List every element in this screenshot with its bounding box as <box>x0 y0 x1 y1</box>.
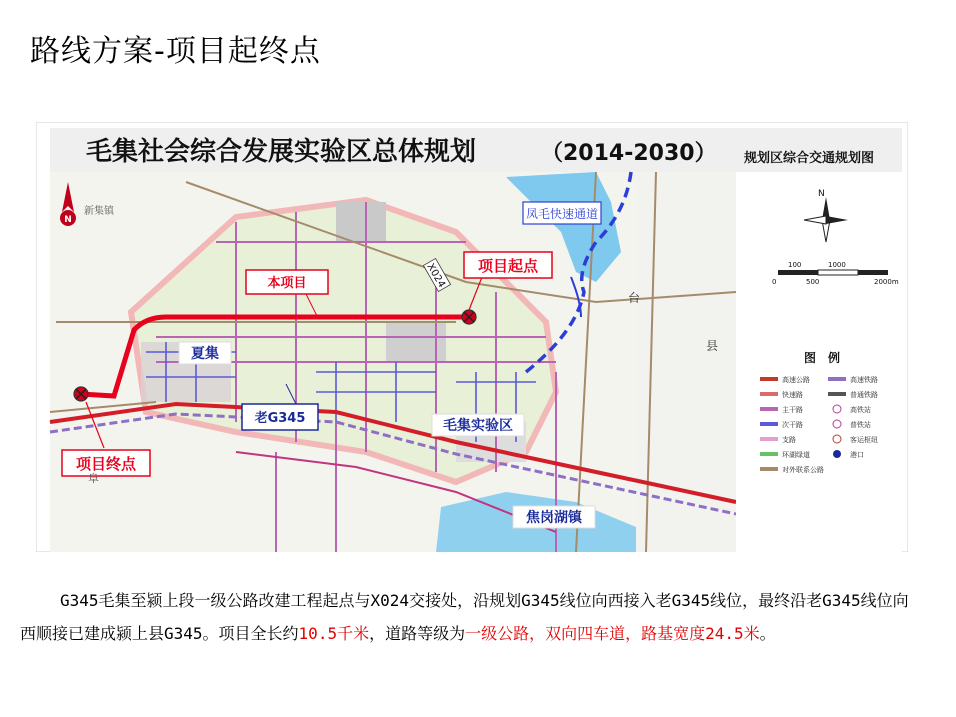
planning-map <box>36 122 908 552</box>
label-xiaji <box>179 342 231 364</box>
road-grade: 一级公路，双向四车道，路基宽度24.5米 <box>465 624 760 643</box>
legend-item: 对外联系公路 <box>782 466 824 474</box>
legend-item: 普铁站 <box>850 421 871 429</box>
svg-text:毛集实验区: 毛集实验区 <box>443 418 513 434</box>
svg-text:2000m: 2000m <box>874 278 899 286</box>
svg-text:夏集: 夏集 <box>191 346 219 362</box>
svg-text:项目终点: 项目终点 <box>75 455 137 473</box>
legend-item: 客运枢纽 <box>850 436 878 444</box>
legend-item: 高速公路 <box>782 376 810 384</box>
label-xian: 县 <box>706 339 719 353</box>
description-paragraph <box>20 584 920 650</box>
legend-item: 港口 <box>850 451 864 459</box>
legend-item: 支路 <box>782 436 796 444</box>
map-banner-subtitle: 规划区综合交通规划图 <box>744 151 875 166</box>
svg-text:焦岗湖镇: 焦岗湖镇 <box>526 510 582 526</box>
legend-item: 普通铁路 <box>850 391 878 399</box>
legend-item: 主干路 <box>782 406 803 414</box>
svg-text:X024: X024 <box>424 261 447 290</box>
svg-text:本项目: 本项目 <box>267 276 307 291</box>
map-banner-title: 毛集社会综合发展实验区总体规划 <box>86 137 477 167</box>
svg-text:N: N <box>818 189 825 199</box>
legend-item: 快速路 <box>782 391 803 399</box>
svg-text:项目起点: 项目起点 <box>477 257 539 275</box>
map-banner-years: （2014-2030） <box>541 141 717 166</box>
label-expressway <box>523 202 601 224</box>
project-length: 10.5千米 <box>298 624 370 643</box>
label-xinji: 新集镇 <box>84 206 114 217</box>
legend-panel <box>736 172 902 552</box>
label-maoji <box>432 414 524 436</box>
description-text: G345毛集至颍上段一级公路改建工程起点与X024交接处，沿规划G345线位向西接入老G345线位，最终沿老G345线位向西顺接已建成颍上县G345。项目全长约 <box>20 591 909 643</box>
description-end: 。 <box>759 624 776 643</box>
slide-title: 路线方案-项目起终点 <box>30 34 321 69</box>
legend-item: 次干路 <box>782 421 803 429</box>
legend-item: 高速铁路 <box>850 376 878 384</box>
legend-item: 环湖绿道 <box>782 451 810 459</box>
label-start-point <box>464 252 552 278</box>
svg-text:1000: 1000 <box>828 261 846 269</box>
svg-text:0: 0 <box>772 278 777 286</box>
svg-text:500: 500 <box>806 278 820 286</box>
legend-title: 图 例 <box>803 351 841 365</box>
label-end-point <box>62 450 150 476</box>
description-text-2: ，道路等级为 <box>369 624 466 643</box>
label-fu: 阜 <box>88 472 99 485</box>
svg-text:100: 100 <box>788 261 802 269</box>
label-jiaogang <box>513 506 595 528</box>
svg-text:N: N <box>64 215 72 225</box>
legend-item: 高铁站 <box>850 406 871 414</box>
map-area <box>50 172 736 552</box>
label-tai: 台 <box>628 291 641 305</box>
svg-text:凤毛快速通道: 凤毛快速通道 <box>525 207 599 221</box>
svg-text:老G345: 老G345 <box>254 411 306 426</box>
